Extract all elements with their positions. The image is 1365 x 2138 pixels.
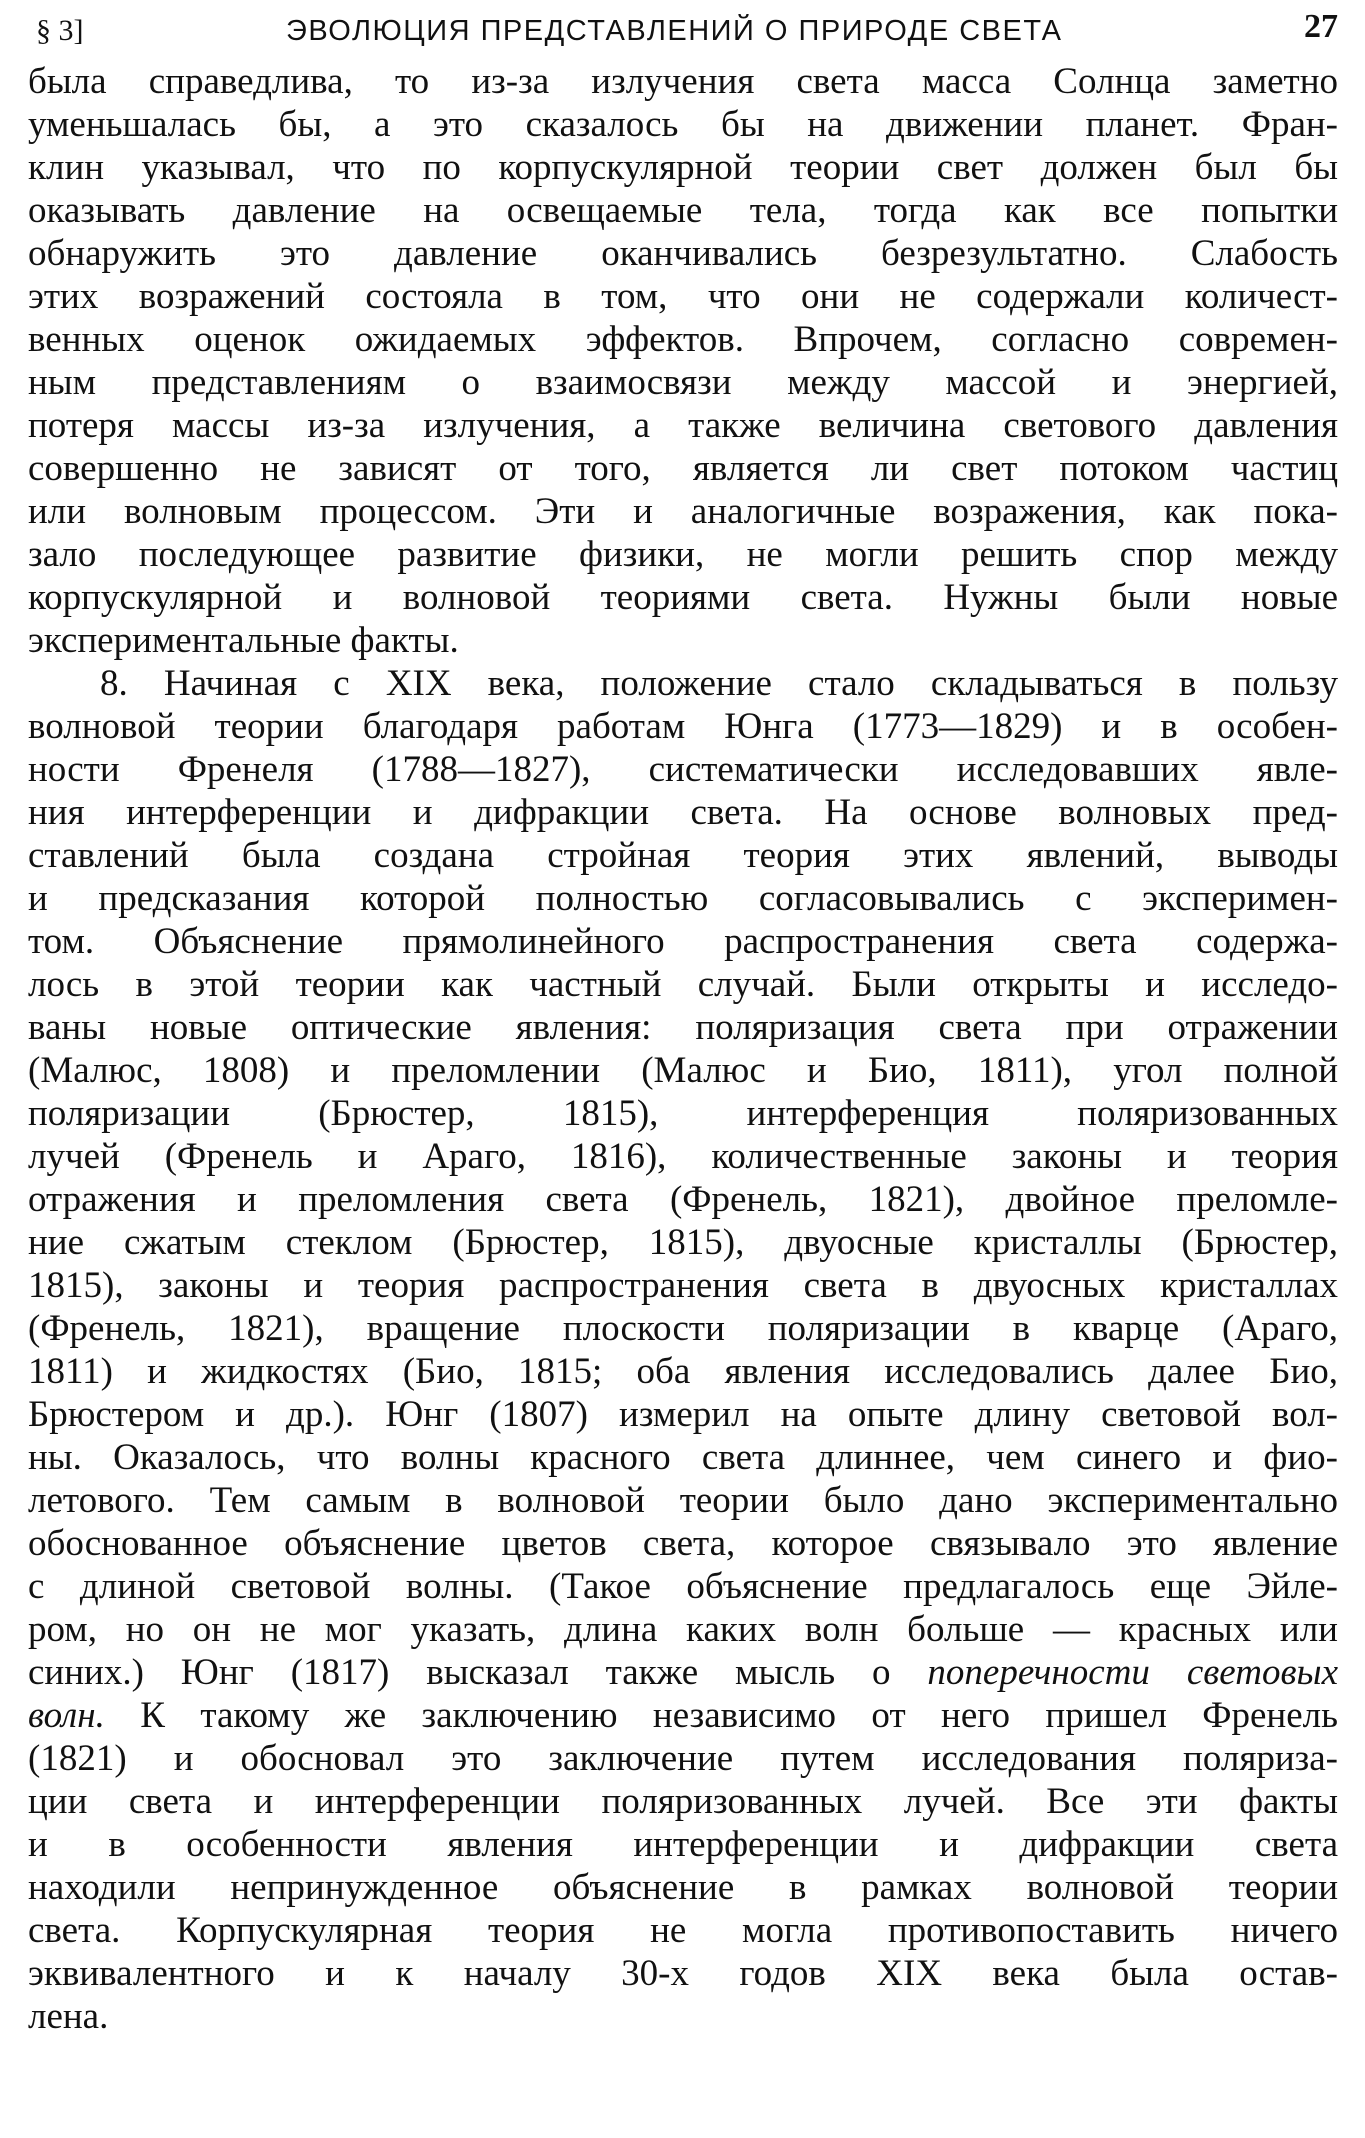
text-line: ром, но он не мог указать, длина каких волн больше — красных или xyxy=(28,1609,1338,1650)
text-line: обоснованное объяснение цветов света, которое связывало это явление xyxy=(28,1523,1338,1564)
text-line: ным представлениям о взаимосвязи между массой и энергией, xyxy=(28,362,1338,403)
text-line: отражения и преломления света (Френель, 1821), двойное преломле- xyxy=(28,1179,1338,1220)
text-line: экспериментальные факты. xyxy=(28,620,459,661)
text-line: волновой теории благодаря работам Юнга (1773—1829) и в особен- xyxy=(28,706,1338,747)
italic-term: волн. xyxy=(28,1695,105,1736)
text-line: корпускулярной и волновой теориями света. Нужны были новые xyxy=(28,577,1338,618)
text-line: (1821) и обосновал это заключение путем исследования поляриза- xyxy=(28,1738,1338,1779)
text-line: клин указывал, что по корпускулярной теории свет должен был бы xyxy=(28,147,1338,188)
text-line: 1811) и жидкостях (Био, 1815; оба явления исследовались далее Био, xyxy=(28,1351,1338,1392)
text-line: ния интерференции и дифракции света. На основе волновых пред- xyxy=(28,792,1338,833)
text-line: ности Френеля (1788—1827), систематически исследовавших явле- xyxy=(28,749,1338,790)
text-line: поляризации (Брюстер, 1815), интерференция поляризованных xyxy=(28,1093,1338,1134)
text-line: (Френель, 1821), вращение плоскости поляризации в кварце (Араго, xyxy=(28,1308,1338,1349)
text-line: ваны новые оптические явления: поляризация света при отражении xyxy=(28,1007,1338,1048)
text-line: летового. Тем самым в волновой теории было дано экспериментально xyxy=(28,1480,1338,1521)
body-text xyxy=(28,60,1338,2038)
page-number: 27 xyxy=(1304,8,1338,45)
text-line: 1815), законы и теория распространения света в двуосных кристаллах xyxy=(28,1265,1338,1306)
text-line: (Малюс, 1808) и преломлении (Малюс и Био, 1811), угол полной xyxy=(28,1050,1338,1091)
text-line: лучей (Френель и Араго, 1816), количественные законы и теория xyxy=(28,1136,1338,1177)
paragraph-8 xyxy=(28,662,1338,2038)
text-line: оказывать давление на освещаемые тела, тогда как все попытки xyxy=(28,190,1338,231)
chapter-title: ЭВОЛЮЦИЯ ПРЕДСТАВЛЕНИЙ О ПРИРОДЕ СВЕТА xyxy=(286,15,1063,47)
text-line xyxy=(28,1651,1338,1694)
book-page xyxy=(28,0,1338,2138)
text-line: ны. Оказалось, что волны красного света длиннее, чем синего и фио- xyxy=(28,1437,1338,1478)
italic-term: поперечности световых xyxy=(927,1652,1338,1693)
text-line: находили непринужденное объяснение в рамках волновой теории xyxy=(28,1867,1338,1908)
section-marker: § 3] xyxy=(36,14,84,47)
text-line: 8. Начиная с XIX века, положение стало складываться в пользу xyxy=(100,663,1338,704)
text-line: ставлений была создана стройная теория этих явлений, выводы xyxy=(28,835,1338,876)
text-line: и предсказания которой полностью согласовывались с эксперимен- xyxy=(28,878,1338,919)
running-header xyxy=(28,0,1338,50)
text-line: ние сжатым стеклом (Брюстер, 1815), двуосные кристаллы (Брюстер, xyxy=(28,1222,1338,1263)
text-line: зало последующее развитие физики, не могли решить спор между xyxy=(28,534,1338,575)
text-line: венных оценок ожидаемых эффектов. Впрочем, согласно современ- xyxy=(28,319,1338,360)
text-run: синих.) Юнг (1817) высказал также мысль о xyxy=(28,1652,928,1693)
text-line: и в особенности явления интерференции и дифракции света xyxy=(28,1824,1338,1865)
text-line: эквивалентного и к началу 30-х годов XIX века была остав- xyxy=(28,1953,1338,1994)
paragraph-continued xyxy=(28,60,1338,662)
text-line: потеря массы из-за излучения, а также величина светового давления xyxy=(28,405,1338,446)
text-line: этих возражений состояла в том, что они не содержали количест- xyxy=(28,276,1338,317)
text-line: ции света и интерференции поляризованных лучей. Все эти факты xyxy=(28,1781,1338,1822)
text-line: лось в этой теории как частный случай. Были открыты и исследо- xyxy=(28,964,1338,1005)
text-line: том. Объяснение прямолинейного распространения света содержа- xyxy=(28,921,1338,962)
text-line: лена. xyxy=(28,1996,109,2037)
text-run: К такому же заключению независимо от него пришел Френель xyxy=(104,1695,1338,1736)
text-line: Брюстером и др.). Юнг (1807) измерил на опыте длину световой вол- xyxy=(28,1394,1338,1435)
text-line: уменьшалась бы, а это сказалось бы на движении планет. Фран- xyxy=(28,104,1338,145)
text-line: или волновым процессом. Эти и аналогичные возражения, как пока- xyxy=(28,491,1338,532)
text-line: света. Корпускулярная теория не могла противопоставить ничего xyxy=(28,1910,1338,1951)
text-line xyxy=(28,1694,1338,1737)
text-line: обнаружить это давление оканчивались безрезультатно. Слабость xyxy=(28,233,1338,274)
text-line: с длиной световой волны. (Такое объяснение предлагалось еще Эйле- xyxy=(28,1566,1338,1607)
text-line: совершенно не зависят от того, является ли свет потоком частиц xyxy=(28,448,1338,489)
text-line: была справедлива, то из-за излучения света масса Солнца заметно xyxy=(28,61,1338,102)
